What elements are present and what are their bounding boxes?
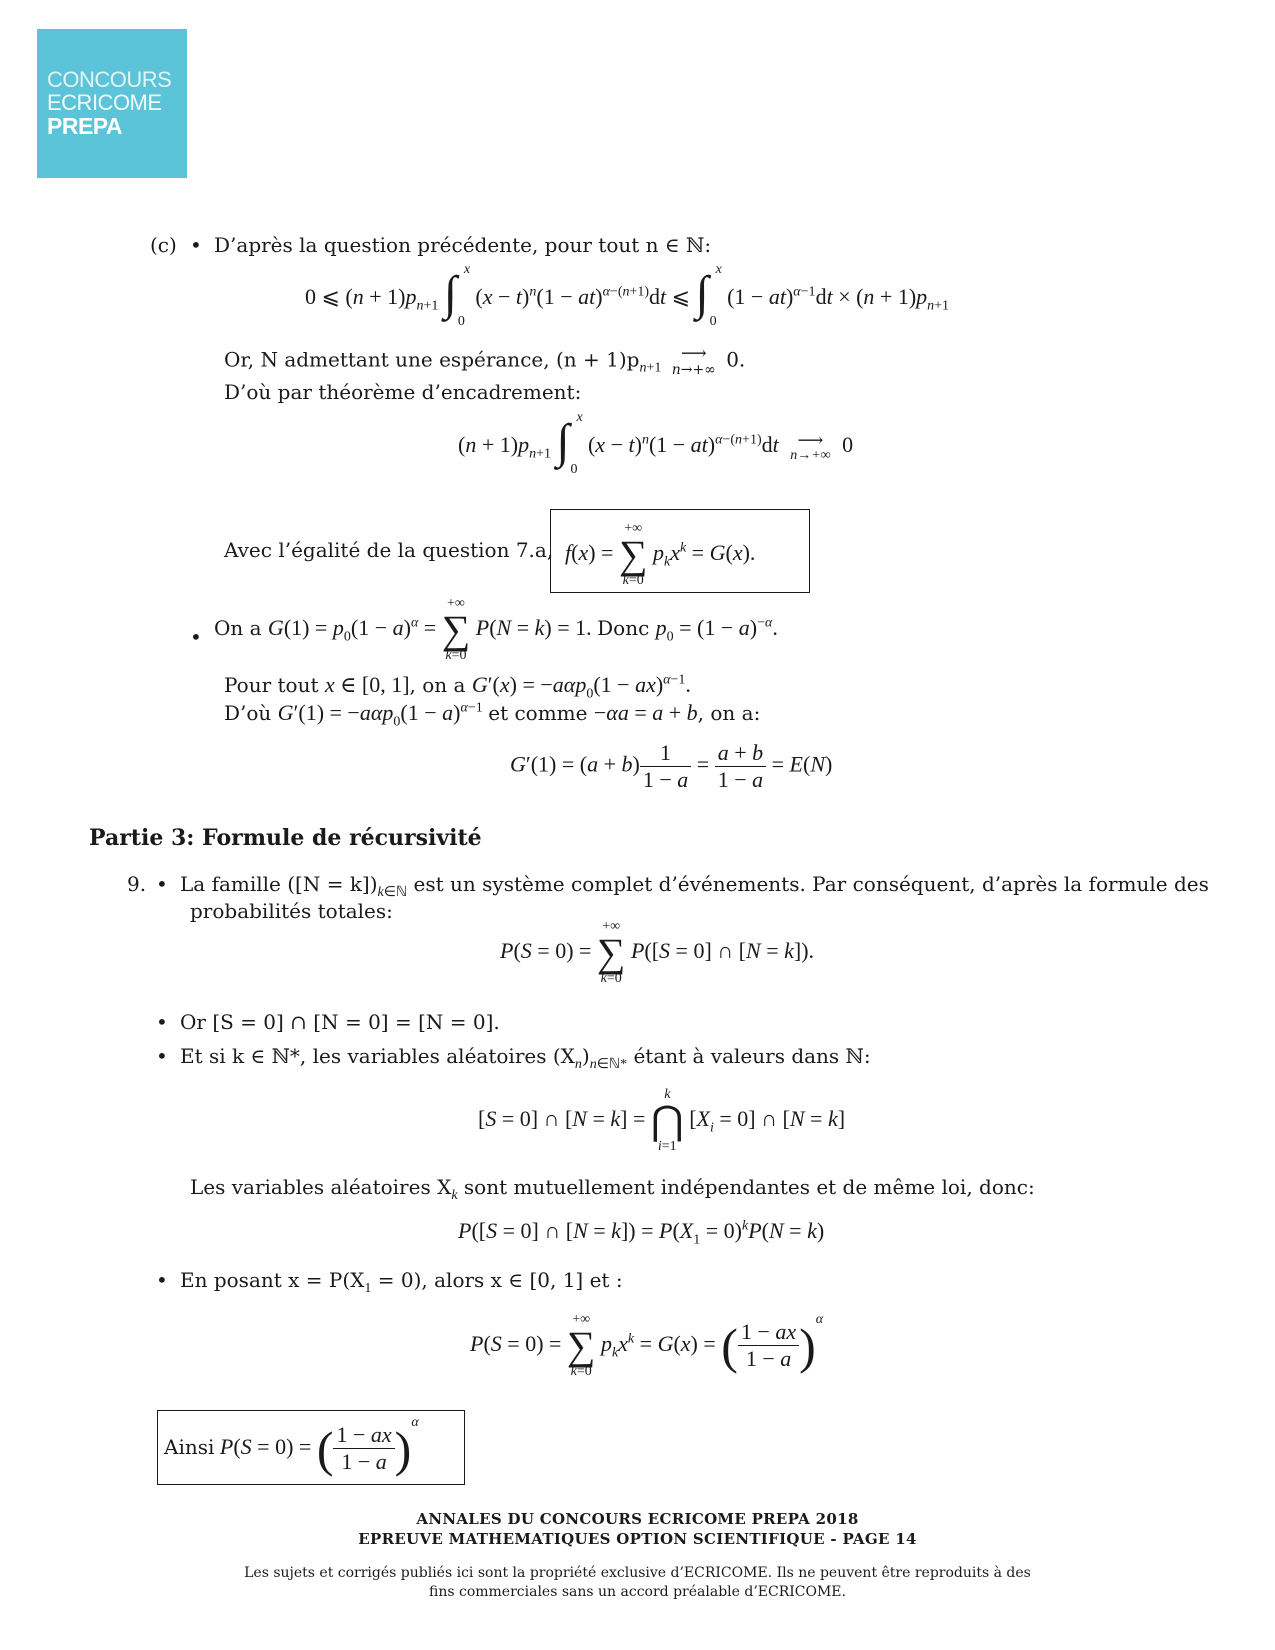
- equation-independence: P([S = 0] ∩ $[N = k]) = P(X_1 = 0)^kP(N = k)$: [458, 1218, 825, 1248]
- independance-line: Les variables aléatoires $X_k$ sont mutuellement indépendantes et de même loi, donc:: [190, 1175, 1035, 1203]
- dou-g1-line: D’où $G'(1) = -a\alpha p_0(1 - a)^{\alpha-1}$ et comme −αa = a + b, on a:: [224, 700, 761, 730]
- bullet-9c: •: [156, 1044, 168, 1068]
- logo-line-ecricome: ECRICOME: [47, 90, 162, 115]
- item-c-label: (c): [150, 233, 177, 257]
- et-si-k-line: Et si k ∈ ℕ*, les variables aléatoires $(X_n)_{n\in ℕ*}$ étant à valeurs dans ℕ:: [180, 1044, 871, 1072]
- bullet-c1-text: D’après la question précédente, pour tout n ∈ ℕ:: [214, 233, 712, 257]
- equation-total-probability: P(S = 0) = +∞ ∑ k=0 P([S = 0] ∩ [N = k]).: [500, 919, 815, 986]
- or-esperance-line: Or, N admettant une espérance, $(n + 1)p_{n+1}$ ⟶ n→+∞ 0.: [224, 343, 746, 378]
- equation-inequality: 0 ⩽ $(n + 1)p_{n+1}$ ∫ x 0 $(x - t)^n(1 - at)^{\alpha-(n+1)}dt$ ⩽ ∫ x 0 $(1 - at)^{\alpha-1}dt \times (n + 1)p_{n+1}$: [305, 262, 950, 329]
- equation-intersection: [S = 0] ∩ [N = k] = k ⋂ i=1 $[X_i = 0]$ ∩ [N = k]: [478, 1087, 846, 1154]
- partie-3-heading: Partie 3: Formule de récursivité: [89, 825, 482, 851]
- theorem-line: D’où par théorème d’encadrement:: [224, 380, 582, 404]
- footer-epreuve: EPREUVE MATHEMATIQUES OPTION SCIENTIFIQUE - PAGE 14: [358, 1530, 917, 1548]
- footer-copyright-1: Les sujets et corrigés publiés ici sont la propriété exclusive d’ECRICOME. Ils ne peuvent être reproduits à des: [244, 1565, 1031, 1581]
- bullet-9b: •: [156, 1010, 168, 1034]
- or-s0-line: Or [S = 0] ∩ [N = 0] = [N = 0].: [180, 1010, 500, 1034]
- bullet-9a: •: [156, 872, 168, 896]
- boxed-final-result: Ainsi P(S = 0) = ( $\frac{1 - ax}{1 - a}$ )$^\alpha$: [157, 1410, 465, 1485]
- pour-tout-line: Pour tout x ∈ [0, 1], on a G′(x) = −aαp$_0$(1 − ax)$^{\alpha-1}$.: [224, 672, 691, 702]
- footer-annales: ANNALES DU CONCOURS ECRICOME PREPA 2018: [416, 1510, 859, 1528]
- bullet-c2: •: [190, 625, 202, 649]
- logo-line-prepa: PREPA: [47, 113, 123, 139]
- logo-line-concours: CONCOURS: [47, 67, 172, 92]
- bullet-9d: •: [156, 1268, 168, 1292]
- g1-equation-line: On a $G(1) = p_0(1 - a)^\alpha$ = +∞ ∑ k=0 P(N = k) = 1. Donc $p_0 = (1 - a)^{-\alpha}$.: [214, 596, 778, 663]
- ainsi-text: Ainsi: [164, 1435, 215, 1459]
- avec-egalite-text: Avec l’égalité de la question 7.a,: [224, 538, 554, 562]
- probabilites-totales-line: probabilités totales:: [190, 899, 393, 923]
- question-9-label: 9.: [127, 872, 147, 896]
- equation-limit: $(n + 1)p_{n+1}$ ∫ x 0 $(x - t)^n(1 - at)^{\alpha-(n+1)}dt$ ⟶ n→+∞ 0: [458, 410, 854, 477]
- equation-expectation: G′(1) = (a + b) $\frac{1}{1 - a}$ = $\frac{a + b}{1 - a}$ = E(N): [510, 740, 833, 792]
- bullet-c1: •: [190, 233, 202, 257]
- en-posant-line: En posant $x = P(X_1 = 0)$, alors x ∈ [0, 1] et :: [180, 1268, 623, 1296]
- boxed-result-f-equals-G: f(x) = +∞ ∑ k=0 $p_kx^k = G(x)$.: [550, 509, 810, 593]
- famille-line: La famille $([N = k])_{k\in ℕ}$ est un système complet d’événements. Par conséquent, d’après la formule des: [180, 872, 1209, 900]
- footer-copyright-2: fins commerciales sans un accord préalable d’ECRICOME.: [429, 1584, 846, 1600]
- equation-ps0-final: P(S = 0) = +∞ ∑ k=0 $p_kx^k = G(x)$ = ( $\frac{1 - ax}{1 - a}$ )$^\alpha$: [470, 1311, 824, 1379]
- ecricome-logo: [37, 29, 187, 178]
